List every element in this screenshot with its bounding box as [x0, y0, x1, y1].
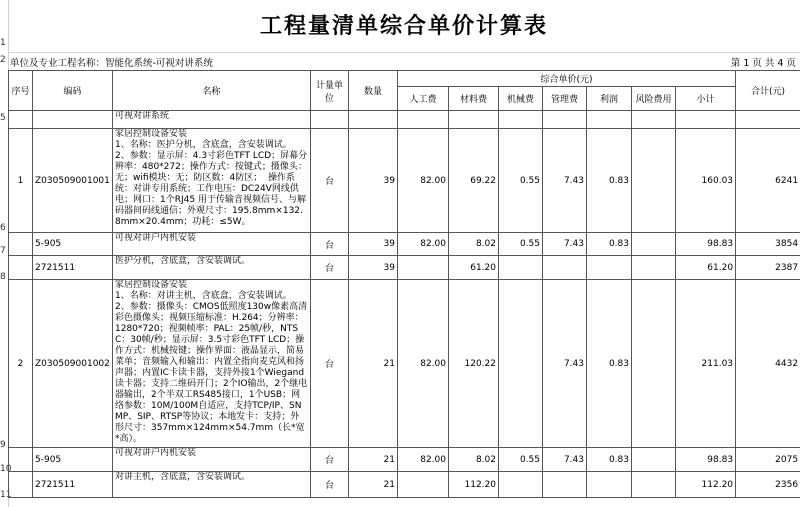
- cell-qty: 39: [349, 256, 398, 280]
- header-name: 名称: [113, 71, 311, 111]
- cell-subtotal: 98.83: [676, 448, 736, 472]
- cell-material: 69.22: [449, 129, 499, 233]
- cell-material: 120.22: [449, 280, 499, 448]
- cell-risk: [632, 472, 676, 498]
- cell-total: 3854: [736, 233, 800, 256]
- cell-seq: 1: [9, 129, 33, 233]
- cell-name: 可视对讲户内机安装: [113, 233, 311, 256]
- header-mgmt: 管理费: [543, 87, 587, 111]
- cell-machine: [499, 280, 543, 448]
- page-info: 第 1 页 共 4 页: [730, 58, 796, 69]
- row-number: 5: [0, 113, 6, 123]
- cell-labor: [398, 111, 449, 129]
- cell-code: Z030509001001: [33, 129, 113, 233]
- cell-seq: 2: [9, 280, 33, 448]
- cell-subtotal: 160.03: [676, 129, 736, 233]
- cell-name: 家居控制设备安装 1、名称：对讲主机，含底盒，含安装调试。 2、参数：摄像头：CMOS低照度130w像素高清彩色摄像头；视频压缩标准：H.264；分辨率：1280*720；视频帧率：PAL：25帧/秒，NTSC：30帧/秒；显示屏：3.5寸彩色TFT LCD；操作方式：机械按键；操作界面：液晶显示，简易菜单；音频输入和输出：内置全指向麦克风和扬声器；内置IC卡读卡器，支持外接1个Wiegand读卡器；支持二维码开门；2个IO输出，2个继电器输出，2个半双工RS485接口，1个USB；网络参数：10M/100M自适应，支持TCP/IP、SNMP、SIP、RTSP等协议；本地发卡：支持；外形尺寸：357mm×124mm×54.7mm（长*宽*高）。: [113, 280, 311, 448]
- cell-labor: 82.00: [398, 280, 449, 448]
- cell-risk: [632, 256, 676, 280]
- cell-qty: 39: [349, 129, 398, 233]
- cell-subtotal: 61.20: [676, 256, 736, 280]
- header-labor: 人工费: [398, 87, 449, 111]
- table-row: [9, 472, 800, 498]
- cell-material: 61.20: [449, 256, 499, 280]
- table-row: [9, 448, 800, 472]
- cell-profit: 0.83: [587, 129, 632, 233]
- cell-total: 2356: [736, 472, 800, 498]
- cell-total: 2075: [736, 448, 800, 472]
- grid-line: [8, 52, 800, 53]
- cell-unit: 台: [311, 472, 349, 498]
- row-number: 7: [0, 246, 6, 256]
- cell-mgmt: 7.43: [543, 280, 587, 448]
- cell-labor: [398, 256, 449, 280]
- cell-mgmt: 7.43: [543, 129, 587, 233]
- row-number: 8: [0, 272, 6, 282]
- table-row: [9, 129, 800, 233]
- table-row: [9, 280, 800, 448]
- cell-name: 可视对讲户内机安装: [113, 448, 311, 472]
- unit-label: 单位及专业工程名称：智能化系统-可视对讲系统: [10, 58, 213, 69]
- cell-labor: 82.00: [398, 129, 449, 233]
- cell-material: 8.02: [449, 233, 499, 256]
- cell-code: [33, 111, 113, 129]
- cell-subtotal: 98.83: [676, 233, 736, 256]
- cell-mgmt: [543, 111, 587, 129]
- cell-profit: 0.83: [587, 233, 632, 256]
- cell-machine: [499, 111, 543, 129]
- row-number: 2: [0, 55, 6, 65]
- row-number: 1: [0, 38, 6, 48]
- row-number: 11: [0, 490, 12, 500]
- page-title: 工程量清单综合单价计算表: [259, 13, 548, 39]
- table-row: [9, 256, 800, 280]
- cell-material: [449, 111, 499, 129]
- cell-machine: [499, 472, 543, 498]
- cell-machine: 0.55: [499, 129, 543, 233]
- cell-total: 4432: [736, 280, 800, 448]
- cell-subtotal: 211.03: [676, 280, 736, 448]
- cell-risk: [632, 129, 676, 233]
- cell-profit: [587, 256, 632, 280]
- header-total: 合计(元): [736, 71, 800, 111]
- header-qty: 数量: [349, 71, 398, 111]
- cell-seq: [9, 256, 33, 280]
- row-number: 9: [0, 440, 6, 450]
- header-code: 编码: [33, 71, 113, 111]
- header-material: 材料费: [449, 87, 499, 111]
- cell-total: [736, 111, 800, 129]
- cell-name: 医护分机，含底盒，含安装调试。: [113, 256, 311, 280]
- table-row: [9, 111, 800, 129]
- cell-seq: [9, 448, 33, 472]
- cell-name: 对讲主机，含底盒，含安装调试。: [113, 472, 311, 498]
- cell-labor: 82.00: [398, 233, 449, 256]
- cell-qty: 21: [349, 448, 398, 472]
- cell-labor: 82.00: [398, 448, 449, 472]
- cell-unit: 台: [311, 129, 349, 233]
- header-profit: 利润: [587, 87, 632, 111]
- cell-risk: [632, 448, 676, 472]
- cell-material: 112.20: [449, 472, 499, 498]
- cell-labor: [398, 472, 449, 498]
- cell-mgmt: [543, 472, 587, 498]
- cell-seq: [9, 233, 33, 256]
- cell-total: 2387: [736, 256, 800, 280]
- cell-code: Z030509001002: [33, 280, 113, 448]
- cell-name: 可视对讲系统: [113, 111, 311, 129]
- cell-machine: 0.55: [499, 448, 543, 472]
- cell-risk: [632, 233, 676, 256]
- cell-profit: [587, 111, 632, 129]
- header-subtotal: 小计: [676, 87, 736, 111]
- cell-seq: [9, 111, 33, 129]
- cell-code: 5-905: [33, 448, 113, 472]
- cell-unit: [311, 111, 349, 129]
- cell-qty: 21: [349, 472, 398, 498]
- cell-code: 5-905: [33, 233, 113, 256]
- cell-unit: 台: [311, 256, 349, 280]
- table-row: [9, 233, 800, 256]
- cell-code: 2721511: [33, 472, 113, 498]
- cell-name: 家居控制设备安装 1、名称：医护分机，含底盒，含安装调试。 2、参数：显示屏：4.3寸彩色TFT LCD；屏幕分辨率：480*272；操作方式：按键式；摄像头：无；wifi模块：无；防区数：4防区； 操作系统：对讲专用系统；工作电压：DC24V网线供电；网口：1个RJ45 用于传输音视频信号、与解码器间码线通信；外观尺寸：195.8mm×132.8mm×20.4mm；功耗：≤5W。: [113, 129, 311, 233]
- cell-unit: 台: [311, 448, 349, 472]
- cell-seq: [9, 472, 33, 498]
- cell-machine: 0.55: [499, 233, 543, 256]
- header-seq: 序号: [9, 71, 33, 111]
- cell-qty: 39: [349, 233, 398, 256]
- header-risk: 风险费用: [632, 87, 676, 111]
- cell-profit: [587, 472, 632, 498]
- price-table: [8, 70, 800, 498]
- cell-subtotal: [676, 111, 736, 129]
- cell-risk: [632, 111, 676, 129]
- cell-risk: [632, 280, 676, 448]
- header-unit: 计量单位: [311, 71, 349, 111]
- cell-qty: 21: [349, 280, 398, 448]
- subtitle-line: [10, 55, 796, 68]
- cell-total: 6241: [736, 129, 800, 233]
- cell-subtotal: 112.20: [676, 472, 736, 498]
- cell-mgmt: 7.43: [543, 233, 587, 256]
- cell-material: 8.02: [449, 448, 499, 472]
- cell-code: 2721511: [33, 256, 113, 280]
- row-number: 10: [0, 464, 12, 474]
- cell-machine: [499, 256, 543, 280]
- header-machine: 机械费: [499, 87, 543, 111]
- cell-profit: 0.83: [587, 280, 632, 448]
- cell-mgmt: [543, 256, 587, 280]
- cell-qty: [349, 111, 398, 129]
- cell-unit: 台: [311, 233, 349, 256]
- cell-mgmt: 7.43: [543, 448, 587, 472]
- header-composite: 综合单价(元): [398, 71, 736, 87]
- cell-profit: 0.83: [587, 448, 632, 472]
- row-number: 6: [0, 223, 6, 233]
- cell-unit: 台: [311, 280, 349, 448]
